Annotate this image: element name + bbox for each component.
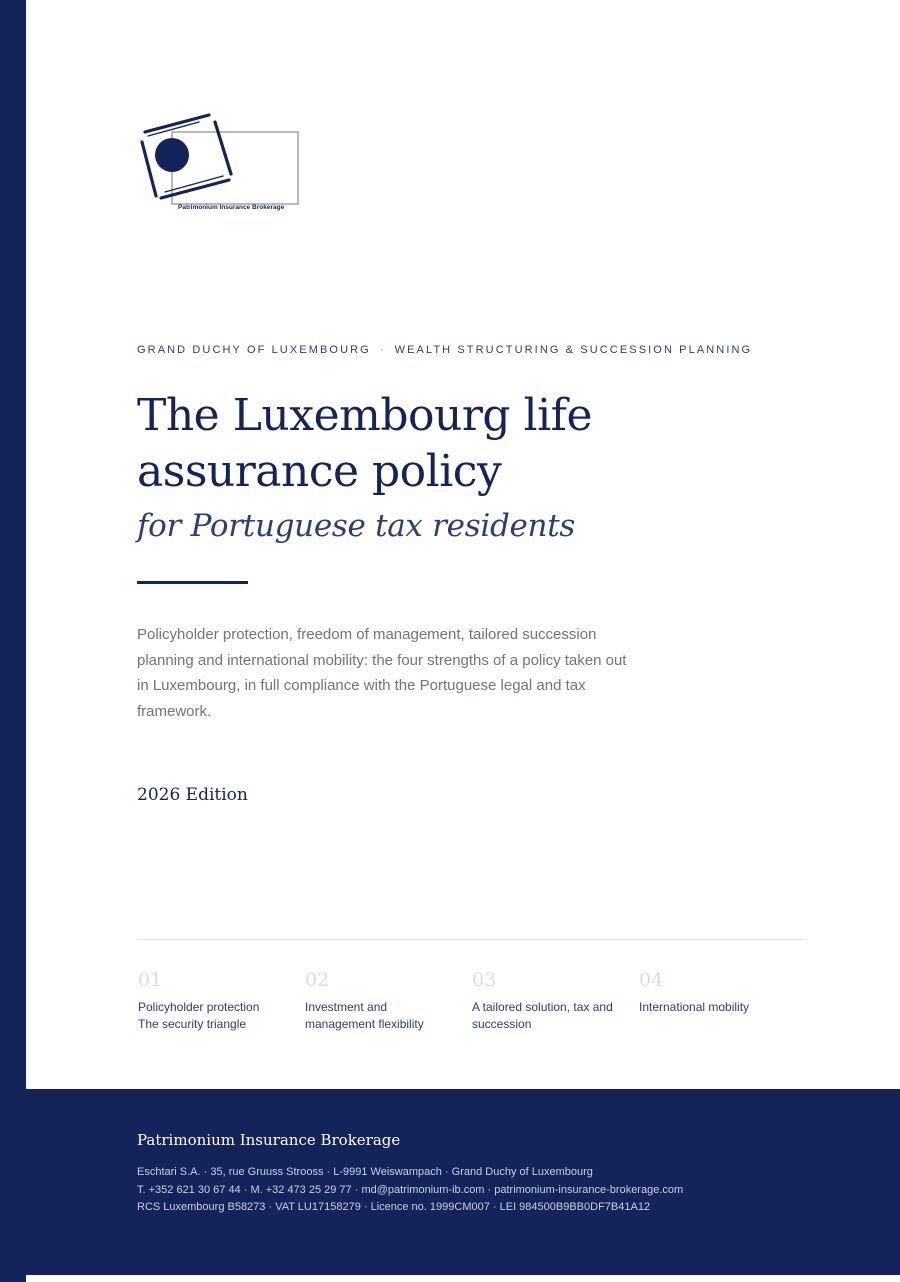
strength-label-line: International mobility — [639, 1000, 750, 1014]
strength-label — [138, 999, 288, 1033]
sidebar-band — [0, 0, 26, 1282]
company-logo — [137, 108, 307, 218]
footer-phone-email: T. +352 621 30 67 44 · M. +32 473 25 29 77 · md@patrimonium-ib.com · patrimonium-insurance-brokerage.com — [137, 1183, 684, 1196]
footer-registration: RCS Luxembourg B58273 · VAT LU17158279 · Licence no. 1999CM007 · LEI 984500B9BB0DF7B41A12 — [137, 1201, 651, 1213]
title-line-2: assurance policy — [137, 446, 502, 497]
kicker-separator: · — [379, 344, 386, 356]
strength-number: 02 — [305, 969, 330, 991]
footer — [26, 1089, 900, 1275]
kicker — [137, 344, 752, 356]
kicker-topic: WEALTH STRUCTURING & SUCCESSION PLANNING — [394, 344, 753, 356]
footer-contact — [137, 1164, 683, 1217]
strength-number: 01 — [138, 969, 163, 991]
strength-label-line: Investment and — [305, 1000, 388, 1014]
strengths-list — [137, 968, 807, 1033]
strength-label-line: succession — [472, 1017, 532, 1031]
strength-number: 03 — [472, 969, 497, 991]
section-divider — [137, 939, 805, 940]
footer-company-name: Patrimonium Insurance Brokerage — [137, 1131, 401, 1149]
strength-label-line: Policyholder protection — [138, 1000, 260, 1014]
logo-caption: Patrimonium Insurance Brokerage — [178, 204, 285, 211]
strength-label-line: The security triangle — [138, 1017, 247, 1031]
strength-number: 04 — [639, 969, 664, 991]
edition-label: 2026 Edition — [137, 785, 248, 805]
strength-item — [304, 968, 471, 1033]
kicker-region: GRAND DUCHY OF LUXEMBOURG — [137, 344, 371, 356]
strength-item — [638, 968, 805, 1033]
title-rule — [137, 581, 248, 584]
strength-item — [471, 968, 638, 1033]
strength-item — [137, 968, 304, 1033]
strength-label-line: management flexibility — [305, 1017, 424, 1031]
title-line-1: The Luxembourg life — [137, 390, 592, 441]
strength-label — [472, 999, 622, 1033]
page-subtitle: for Portuguese tax residents — [137, 508, 575, 544]
strength-label — [305, 999, 455, 1033]
strength-label-line: A tailored solution, tax and — [472, 1000, 613, 1014]
page-title — [137, 388, 737, 500]
footer-address: Eschtari S.A. · 35, rue Gruuss Strooss · L-9991 Weiswampach · Grand Duchy of Luxembourg — [137, 1166, 593, 1178]
strength-label — [639, 999, 789, 1016]
lede-paragraph: Policyholder protection, freedom of management, tailored succession planning and international mobility: the four strengths of a policy taken out in Luxembourg, in full compliance with the Portuguese legal and tax framework. — [137, 626, 627, 721]
